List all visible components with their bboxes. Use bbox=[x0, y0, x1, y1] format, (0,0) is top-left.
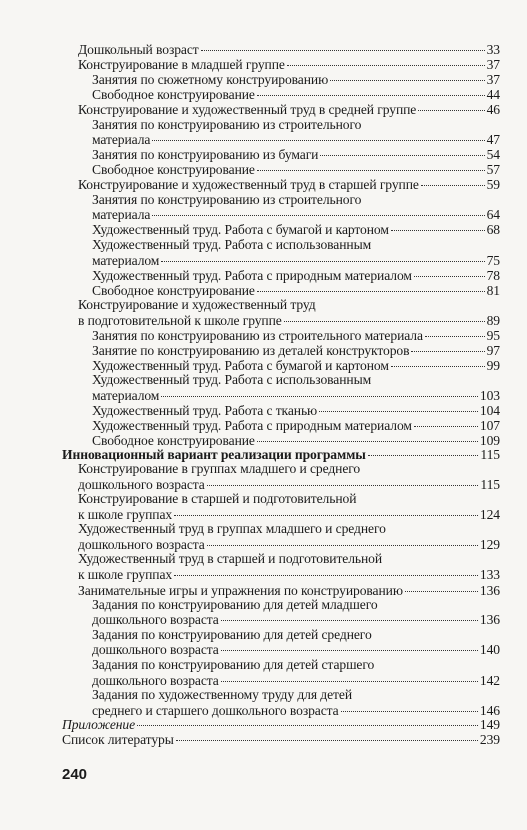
dot-leader bbox=[421, 173, 485, 186]
toc-entry-title: Художественный труд. Работа с использованным bbox=[92, 372, 372, 387]
dot-leader bbox=[207, 533, 478, 546]
toc-entry-title: Свободное конструирование bbox=[92, 283, 255, 298]
dot-leader bbox=[221, 669, 478, 682]
toc-entry-title: Инновационный вариант реализации программы bbox=[62, 447, 366, 462]
toc-entry-page: 68 bbox=[486, 222, 500, 237]
dot-leader bbox=[391, 354, 485, 367]
toc-entry-title: Свободное конструирование bbox=[92, 433, 255, 448]
toc-entry-title: материалом bbox=[92, 388, 160, 403]
toc-entry-title: Конструирование и художественный труд bbox=[78, 297, 316, 312]
dot-leader bbox=[319, 399, 478, 412]
dot-leader bbox=[207, 473, 479, 486]
toc-entry-page: 99 bbox=[486, 358, 500, 373]
toc-entry-title: Занятия по конструированию из строительного материала bbox=[92, 328, 423, 343]
toc-entry-page: 64 bbox=[486, 207, 500, 222]
toc-entry-page: 115 bbox=[480, 477, 500, 492]
toc-entry-title: Свободное конструирование bbox=[92, 87, 255, 102]
toc-entry-page: 149 bbox=[479, 717, 500, 732]
toc-entry-title: Конструирование в старшей и подготовительной bbox=[78, 491, 357, 506]
toc-entry-title: Художественный труд в группах младшего и среднего bbox=[78, 521, 386, 536]
toc-entry-title: Приложение bbox=[62, 717, 136, 732]
dot-leader bbox=[257, 158, 485, 171]
toc-entry-title: Художественный труд. Работа с использованным bbox=[92, 237, 372, 252]
dot-leader bbox=[257, 429, 478, 442]
toc-entry-title: дошкольного возраста bbox=[78, 477, 205, 492]
dot-leader bbox=[161, 384, 478, 397]
toc-entry-title: материала bbox=[92, 132, 151, 147]
toc-entry bbox=[92, 611, 500, 628]
dot-leader bbox=[176, 728, 478, 741]
dot-leader bbox=[137, 713, 478, 726]
dot-leader bbox=[411, 339, 484, 352]
toc-entry-title: Конструирование в группах младшего и среднего bbox=[78, 461, 361, 476]
toc-entry-title: Занятие по конструированию из деталей конструкторов bbox=[92, 343, 410, 358]
toc-entry-title: Задания по художественному труду для детей bbox=[92, 687, 353, 702]
toc-entry-title: Свободное конструирование bbox=[92, 162, 255, 177]
toc-entry-page: 33 bbox=[486, 42, 500, 57]
toc-entry-page: 47 bbox=[486, 132, 500, 147]
toc-entry-title: Художественный труд. Работа с бумагой и картоном bbox=[92, 358, 389, 373]
toc-entry-page: 46 bbox=[486, 102, 500, 117]
dot-leader bbox=[257, 279, 485, 292]
toc-entry-title: дошкольного возраста bbox=[78, 537, 205, 552]
toc-entry-title: в подготовительной к школе группе bbox=[78, 313, 282, 328]
toc-entry-page: 142 bbox=[479, 673, 500, 688]
toc-entry-title: Дошкольный возраст bbox=[78, 42, 199, 57]
toc-entry-page: 59 bbox=[486, 177, 500, 192]
toc-entry-page: 129 bbox=[479, 537, 500, 552]
dot-leader bbox=[257, 83, 485, 96]
toc-entry-page: 140 bbox=[479, 642, 500, 657]
toc-entry-title: к школе группах bbox=[78, 507, 173, 522]
dot-leader bbox=[221, 638, 478, 651]
toc-entry-page: 37 bbox=[486, 72, 500, 87]
dot-leader bbox=[161, 249, 484, 262]
toc-entry-page: 103 bbox=[479, 388, 500, 403]
toc-entry-page: 136 bbox=[479, 612, 500, 627]
toc-entry-page: 54 bbox=[486, 147, 500, 162]
dot-leader bbox=[152, 203, 484, 216]
toc-entry-title: материала bbox=[92, 207, 151, 222]
toc-entry-title: Занятия по конструированию из бумаги bbox=[92, 147, 319, 162]
dot-leader bbox=[174, 563, 478, 576]
toc-entry-title: Занятия по сюжетному конструированию bbox=[92, 72, 329, 87]
toc-entry-page: 136 bbox=[479, 583, 500, 598]
dot-leader bbox=[320, 143, 484, 156]
toc-entry-title: Художественный труд в старшей и подготовительной bbox=[78, 551, 383, 566]
toc-entry-title: Конструирование и художественный труд в старшей группе bbox=[78, 177, 419, 192]
toc-entry-page: 81 bbox=[486, 283, 500, 298]
toc-entry-title: Список литературы bbox=[62, 732, 174, 747]
dot-leader bbox=[330, 68, 484, 81]
toc-entry-page: 97 bbox=[486, 343, 500, 358]
dot-leader bbox=[414, 264, 485, 277]
toc-entry-page: 107 bbox=[479, 418, 500, 433]
dot-leader bbox=[405, 579, 478, 592]
toc-entry-title: Задания по конструированию для детей младшего bbox=[92, 597, 378, 612]
toc-entry-page: 133 bbox=[479, 567, 500, 582]
toc-entry-page: 146 bbox=[479, 703, 500, 718]
dot-leader bbox=[284, 309, 485, 322]
toc-entry-title: дошкольного возраста bbox=[92, 642, 219, 657]
toc-entry-page: 44 bbox=[486, 87, 500, 102]
dot-leader bbox=[174, 503, 478, 516]
toc-entry-title: Конструирование и художественный труд в средней группе bbox=[78, 102, 417, 117]
toc-entry-page: 75 bbox=[486, 253, 500, 268]
toc-entry-title: Задания по конструированию для детей старшего bbox=[92, 657, 375, 672]
toc-entry bbox=[92, 641, 500, 658]
toc-entry-title: дошкольного возраста bbox=[92, 673, 219, 688]
dot-leader bbox=[391, 218, 485, 231]
toc-entry-title: Занятия по конструированию из строительного bbox=[92, 117, 362, 132]
toc-entry-title: Художественный труд. Работа с тканью bbox=[92, 403, 318, 418]
toc-entry-page: 115 bbox=[480, 447, 500, 462]
toc-entry-page: 57 bbox=[486, 162, 500, 177]
dot-leader bbox=[368, 443, 479, 456]
toc-entry bbox=[62, 731, 500, 748]
toc-entry-page: 95 bbox=[486, 328, 500, 343]
page-number: 240 bbox=[62, 766, 88, 783]
toc-entry-title: Занимательные игры и упражнения по конструированию bbox=[78, 583, 403, 598]
dot-leader bbox=[201, 38, 485, 51]
toc-entry-title: к школе группах bbox=[78, 567, 173, 582]
toc-entry-page: 104 bbox=[479, 403, 500, 418]
dot-leader bbox=[425, 324, 485, 337]
dot-leader bbox=[418, 98, 484, 111]
dot-leader bbox=[287, 53, 485, 66]
dot-leader bbox=[414, 414, 478, 427]
toc-entry-page: 37 bbox=[486, 57, 500, 72]
toc-entry-title: материалом bbox=[92, 253, 160, 268]
dot-leader bbox=[341, 699, 478, 712]
toc-entry-title: Конструирование в младшей группе bbox=[78, 57, 285, 72]
dot-leader bbox=[152, 128, 484, 141]
toc-entry-title: Задания по конструированию для детей среднего bbox=[92, 627, 372, 642]
toc-entry-title: дошкольного возраста bbox=[92, 612, 219, 627]
toc-entry bbox=[92, 221, 500, 238]
toc-entry-page: 109 bbox=[479, 433, 500, 448]
dot-leader bbox=[221, 608, 478, 621]
toc-entry-page: 124 bbox=[479, 507, 500, 522]
toc-entry-title: среднего и старшего дошкольного возраста bbox=[92, 703, 339, 718]
toc-entry-title: Художественный труд. Работа с бумагой и картоном bbox=[92, 222, 389, 237]
toc-entry-title: Занятия по конструированию из строительного bbox=[92, 192, 362, 207]
toc-entry-page: 89 bbox=[486, 313, 500, 328]
toc-entry bbox=[78, 176, 500, 193]
toc-entry-title: Художественный труд. Работа с природным материалом bbox=[92, 418, 412, 433]
toc-entry-page: 239 bbox=[479, 732, 500, 747]
toc-entry-page: 78 bbox=[486, 268, 500, 283]
toc-entry bbox=[78, 101, 500, 118]
toc-entry-title: Художественный труд. Работа с природным материалом bbox=[92, 268, 412, 283]
